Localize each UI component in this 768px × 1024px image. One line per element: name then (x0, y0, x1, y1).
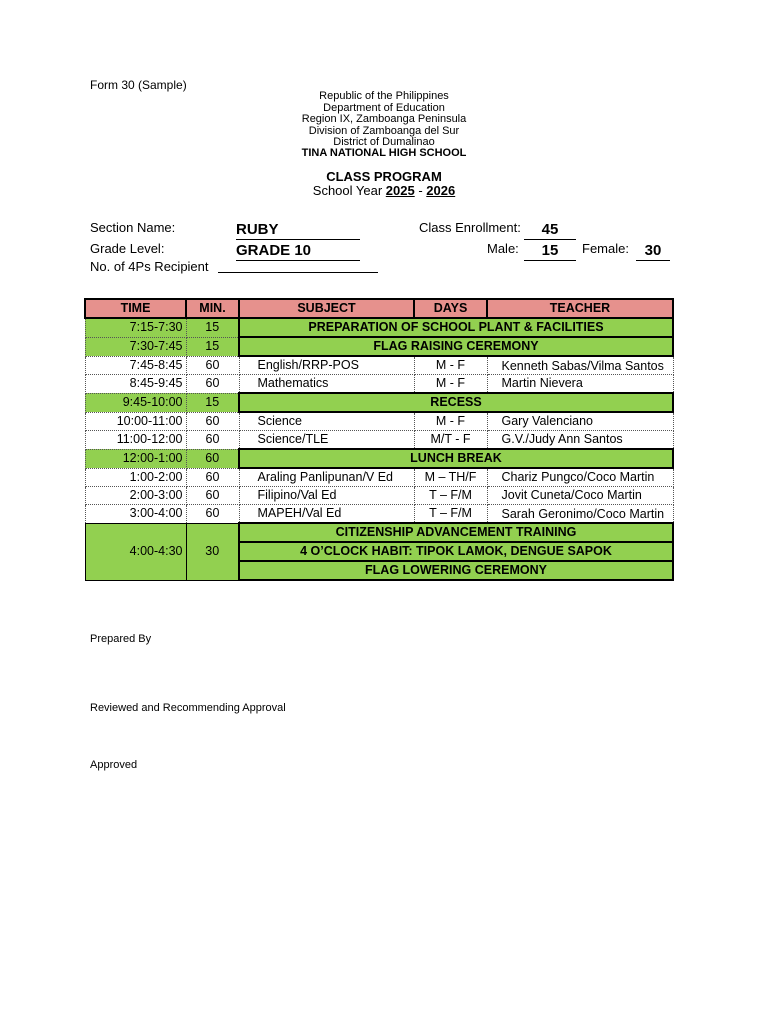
header-line-deped: Department of Education (323, 101, 445, 114)
days-cell: M/T - F (414, 431, 487, 450)
teacher-cell: Chariz Pungco/Coco Martin (487, 468, 673, 487)
activity-cell: FLAG LOWERING CEREMONY (239, 561, 673, 580)
time-cell: 8:45-9:45 (85, 375, 186, 394)
col-header-min: MIN. (186, 299, 239, 318)
days-cell: M - F (414, 356, 487, 375)
fourps-value (218, 259, 378, 273)
subject-cell: English/RRP-POS (239, 356, 414, 375)
min-cell: 15 (186, 318, 239, 337)
teacher-cell: Jovit Cuneta/Coco Martin (487, 487, 673, 505)
min-cell: 60 (186, 487, 239, 505)
header-line-district: District of Dumalinao (333, 136, 435, 148)
teacher-cell: Martin Nievera (487, 375, 673, 394)
table-row (85, 318, 673, 337)
col-header-subject: SUBJECT (239, 299, 414, 318)
min-cell: 60 (186, 505, 239, 524)
col-header-teacher: TEACHER (487, 299, 673, 318)
time-cell: 9:45-10:00 (85, 393, 186, 412)
teacher-cell: Gary Valenciano (487, 412, 673, 431)
time-cell: 1:00-2:00 (85, 468, 186, 487)
time-cell: 12:00-1:00 (85, 449, 186, 468)
time-cell: 3:00-4:00 (85, 505, 186, 524)
subject-cell: Science (239, 412, 414, 431)
min-cell: 60 (186, 356, 239, 375)
activity-cell: FLAG RAISING CEREMONY (239, 337, 673, 356)
school-year-start: 2025 (385, 183, 415, 198)
female-label: Female: (582, 241, 629, 256)
subject-cell: Science/TLE (239, 431, 414, 450)
time-cell: 7:45-8:45 (85, 356, 186, 375)
table-row (85, 431, 673, 450)
time-cell: 10:00-11:00 (85, 412, 186, 431)
min-cell: 60 (186, 468, 239, 487)
male-value: 15 (524, 242, 576, 261)
prepared-by-label: Prepared By (90, 633, 152, 645)
subject-cell: Mathematics (239, 375, 414, 394)
class-enrollment-label: Class Enrollment: (419, 220, 521, 235)
class-program-title: CLASS PROGRAM (326, 169, 442, 184)
days-cell: M - F (414, 412, 487, 431)
class-schedule-table (84, 298, 674, 581)
school-year (0, 183, 768, 198)
table-row (85, 412, 673, 431)
grade-level-label: Grade Level: (90, 241, 165, 256)
time-cell: 4:00-4:30 (85, 523, 186, 580)
table-row (85, 505, 673, 524)
table-row (85, 487, 673, 505)
min-cell: 15 (186, 393, 239, 412)
table-row (85, 375, 673, 394)
min-cell: 15 (186, 337, 239, 356)
table-row (85, 337, 673, 356)
form-title: Form 30 (Sample) (90, 78, 187, 92)
section-name-value: RUBY (236, 221, 360, 240)
teacher-cell: Sarah Geronimo/Coco Martin (487, 505, 673, 524)
teacher-cell: Kenneth Sabas/Vilma Santos (487, 356, 673, 375)
days-cell: M - F (414, 375, 487, 394)
min-cell: 60 (186, 431, 239, 450)
activity-cell: LUNCH BREAK (239, 449, 673, 468)
approved-label: Approved (90, 759, 138, 771)
min-cell: 30 (186, 523, 239, 580)
grade-level-value: GRADE 10 (236, 242, 360, 261)
table-header-row (85, 299, 673, 318)
col-header-days: DAYS (414, 299, 487, 318)
school-year-end: 2026 (426, 183, 456, 198)
school-name: TINA NATIONAL HIGH SCHOOL (301, 147, 467, 159)
activity-cell: PREPARATION OF SCHOOL PLANT & FACILITIES (239, 318, 673, 337)
time-cell: 2:00-3:00 (85, 487, 186, 505)
section-name-label: Section Name: (90, 220, 176, 235)
teacher-cell: G.V./Judy Ann Santos (487, 431, 673, 450)
days-cell: T – F/M (414, 505, 487, 524)
subject-cell: Araling Panlipunan/V Ed (239, 468, 414, 487)
time-cell: 7:30-7:45 (85, 337, 186, 356)
header-line-division: Division of Zamboanga del Sur (308, 124, 460, 137)
header-line-republic: Republic of the Philippines (319, 90, 449, 102)
time-cell: 7:15-7:30 (85, 318, 186, 337)
subject-cell: MAPEH/Val Ed (239, 505, 414, 524)
school-year-label: School Year (312, 183, 386, 198)
min-cell: 60 (186, 412, 239, 431)
table-row (85, 468, 673, 487)
header-line-region: Region IX, Zamboanga Peninsula (301, 113, 467, 125)
reviewed-label: Reviewed and Recommending Approval (90, 702, 286, 714)
male-label: Male: (487, 241, 519, 256)
time-cell: 11:00-12:00 (85, 431, 186, 450)
school-year-separator: - (414, 183, 427, 198)
table-row (85, 523, 673, 542)
fourps-label: No. of 4Ps Recipient (90, 259, 209, 274)
class-enrollment-value: 45 (524, 221, 576, 240)
col-header-time: TIME (85, 299, 186, 318)
min-cell: 60 (186, 375, 239, 394)
female-value: 30 (636, 242, 670, 261)
days-cell: T – F/M (414, 487, 487, 505)
min-cell: 60 (186, 449, 239, 468)
table-row (85, 356, 673, 375)
activity-cell: 4 O’CLOCK HABIT: TIPOK LAMOK, DENGUE SAPOK (239, 542, 673, 561)
days-cell: M – TH/F (414, 468, 487, 487)
table-row (85, 449, 673, 468)
activity-cell: CITIZENSHIP ADVANCEMENT TRAINING (239, 523, 673, 542)
activity-cell: RECESS (239, 393, 673, 412)
subject-cell: Filipino/Val Ed (239, 487, 414, 505)
table-row (85, 393, 673, 412)
